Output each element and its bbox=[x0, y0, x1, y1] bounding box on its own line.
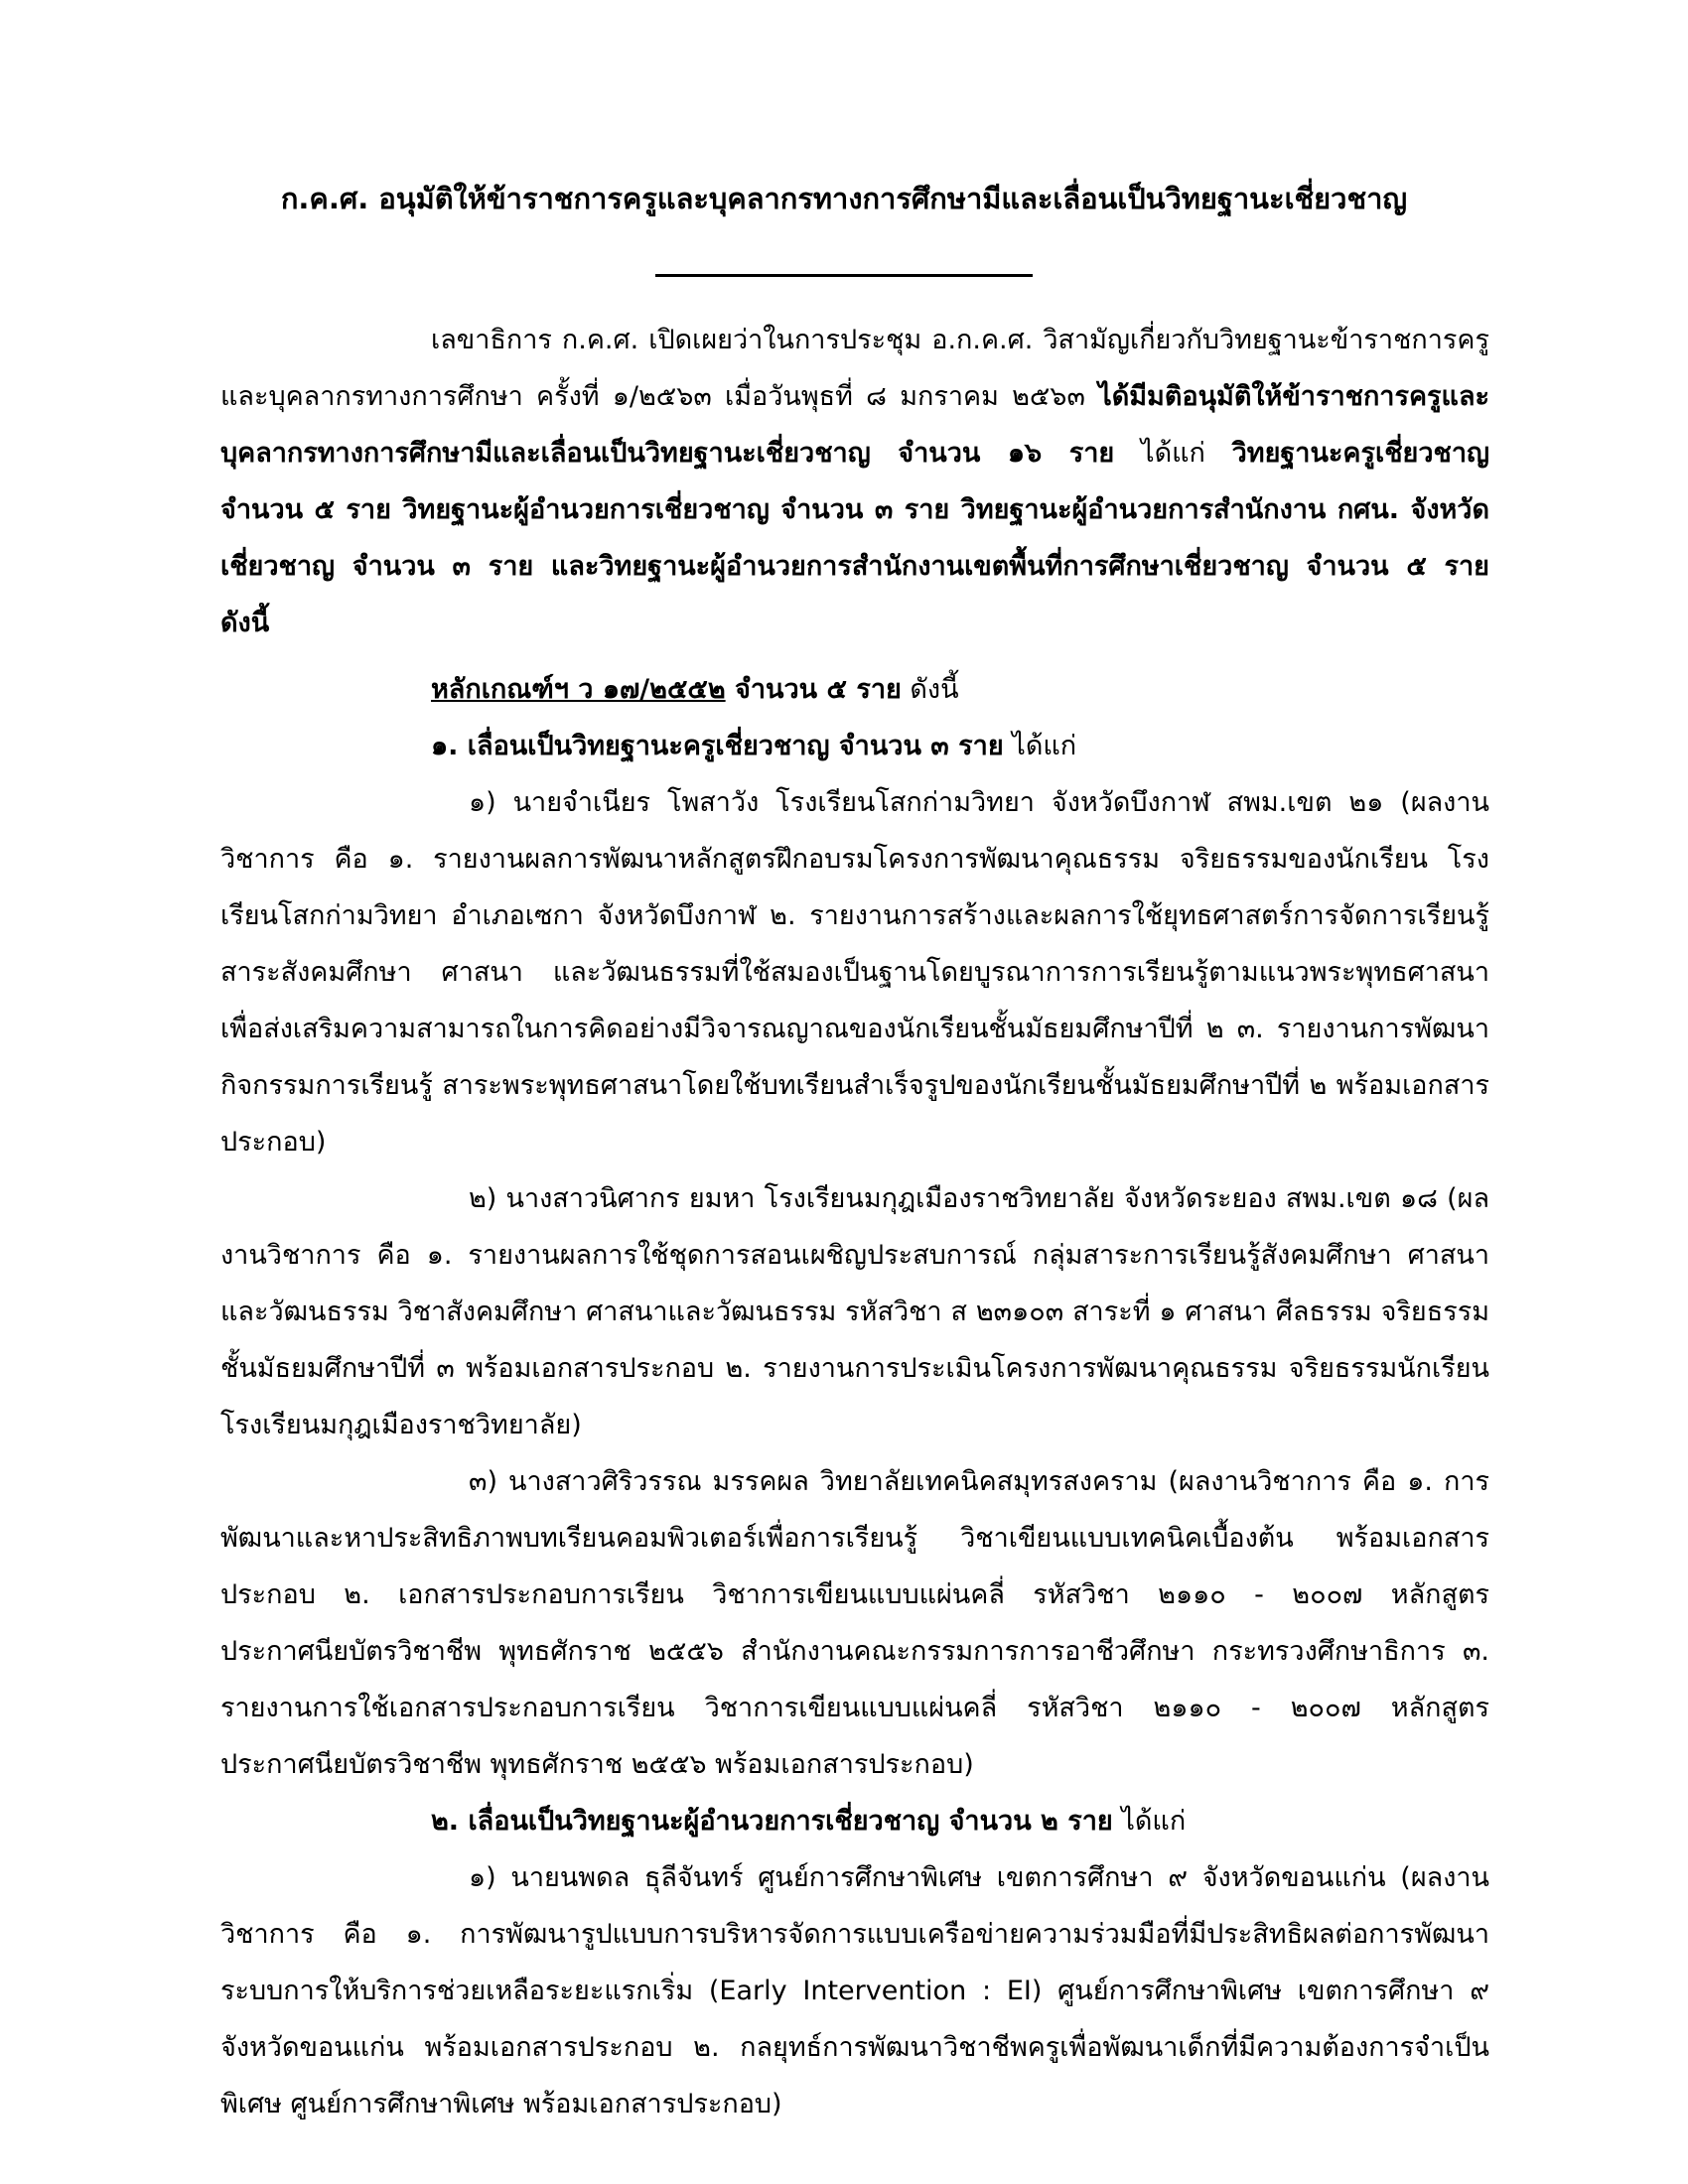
intro-paragraph bbox=[220, 312, 1489, 651]
section-2-title: ๒. เลื่อนเป็นวิทยฐานะผู้อำนวยการเชี่ยวชาญ จำนวน ๒ ราย bbox=[431, 1806, 1113, 1837]
section-2-item: ๑) นายนพดล ธุลีจันทร์ ศูนย์การศึกษาพิเศษ เขตการศึกษา ๙ จังหวัดขอนแก่น (ผลงานวิชาการ คือ ๑. การพัฒนารูปแบบการบริหารจัดการแบบเครือข่ายความร่วมมือที่มีประสิทธิผลต่อการพัฒนาระบบการให้บริการช่วยเหลือระยะแรกเริ่ม (Early Intervention : EI) ศูนย์การศึกษาพิเศษ เขตการศึกษา ๙ จังหวัดขอนแก่น พร้อมเอกสารประกอบ ๒. กลยุทธ์การพัฒนาวิชาชีพครูเพื่อพัฒนาเด็กที่มีความต้องการจำเป็นพิเศษ ศูนย์การศึกษาพิเศษ พร้อมเอกสารประกอบ) bbox=[220, 1862, 1489, 2119]
document-title: ก.ค.ศ. อนุมัติให้ข้าราชการครูและบุคลากรทางการศึกษามีและเลื่อนเป็นวิทยฐานะเชี่ยวชาญ bbox=[280, 182, 1408, 215]
criteria-suffix: ดังนี้ bbox=[901, 674, 959, 705]
intro-text-1: เลขาธิการ ก.ค.ศ. เปิดเผยว่าในการประชุม อ.ก.ค.ศ. วิสามัญเกี่ยวกับวิทยฐานะข้าราชการครูและบุคลากรทางการศึกษา ครั้งที่ ๑/๒๕๖๓ เมื่อวันพุธที่ ๘ มกราคม ๒๕๖๓ bbox=[220, 325, 1489, 412]
section-1-item: ๓) นางสาวศิริวรรณ มรรคผล วิทยาลัยเทคนิคสมุทรสงคราม (ผลงานวิชาการ คือ ๑. การพัฒนาและหาประสิทธิภาพบทเรียนคอมพิวเตอร์เพื่อการเรียนรู้ วิชาเขียนแบบเทคนิคเบื้องต้น พร้อมเอกสารประกอบ ๒. เอกสารประกอบการเรียน วิชาการเขียนแบบแผ่นคลี่ รหัสวิชา ๒๑๑๐ - ๒๐๐๗ หลักสูตรประกาศนียบัตรวิชาชีพ พุทธศักราช ๒๕๕๖ สำนักงานคณะกรรมการการอาชีวศึกษา กระทรวงศึกษาธิการ ๓. รายงานการใช้เอกสารประกอบการเรียน วิชาการเขียนแบบแผ่นคลี่ รหัสวิชา ๒๑๑๐ - ๒๐๐๗ หลักสูตรประกาศนียบัตรวิชาชีพ พุทธศักราช ๒๕๕๖ พร้อมเอกสารประกอบ) bbox=[220, 1466, 1489, 1780]
intro-breakdown: วิทยฐานะครูเชี่ยวชาญ จำนวน ๕ ราย วิทยฐานะผู้อำนวยการเชี่ยวชาญ จำนวน ๓ ราย วิทยฐานะผู้อำนวยการสำนักงาน กศน. จังหวัดเชี่ยวชาญ จำนวน ๓ ราย และวิทยฐานะผู้อำนวยการสำนักงานเขตพื้นที่การศึกษาเชี่ยวชาญ จำนวน ๕ ราย ดังนี้ bbox=[220, 438, 1489, 638]
section-1-suffix: ได้แก่ bbox=[1003, 731, 1077, 761]
document-body bbox=[220, 312, 1489, 2132]
section-1-title: ๑. เลื่อนเป็นวิทยฐานะครูเชี่ยวชาญ จำนวน ๓ ราย bbox=[431, 731, 1004, 761]
section-1-item: ๒) นางสาวนิศากร ยมหา โรงเรียนมกุฎเมืองราชวิทยาลัย จังหวัดระยอง สพม.เขต ๑๘ (ผลงานวิชาการ คือ ๑. รายงานผลการใช้ชุดการสอนเผชิญประสบการณ์ กลุ่มสาระการเรียนรู้สังคมศึกษา ศาสนา และวัฒนธรรม วิชาสังคมศึกษา ศาสนาและวัฒนธรรม รหัสวิชา ส ๒๓๑๐๓ สาระที่ ๑ ศาสนา ศีลธรรม จริยธรรม ชั้นมัธยมศึกษาปีที่ ๓ พร้อมเอกสารประกอบ ๒. รายงานการประเมินโครงการพัฒนาคุณธรรม จริยธรรมนักเรียน โรงเรียนมกุฎเมืองราชวิทยาลัย) bbox=[220, 1183, 1489, 1440]
section-2-suffix: ได้แก่ bbox=[1112, 1806, 1187, 1837]
intro-resolution: ได้มีมติอนุมัติให้ข้าราชการครูและบุคลากรทางการศึกษามีและเลื่อนเป็นวิทยฐานะเชี่ยวชาญ จำนวน ๑๖ ราย bbox=[220, 381, 1489, 469]
criteria-line bbox=[220, 661, 1489, 718]
section-2-heading bbox=[220, 1793, 1489, 1849]
criteria-reference: หลักเกณฑ์ฯ ว ๑๗/๒๕๕๒ bbox=[431, 674, 726, 705]
section-1-heading bbox=[220, 718, 1489, 774]
intro-text-2: ได้แก่ bbox=[1114, 438, 1232, 469]
title-divider bbox=[655, 274, 1033, 277]
criteria-count: จำนวน ๕ ราย bbox=[725, 674, 902, 705]
section-1-item: ๑) นายจำเนียร โพสาวัง โรงเรียนโสกก่ามวิทยา จังหวัดบึงกาฬ สพม.เขต ๒๑ (ผลงานวิชาการ คือ ๑. รายงานผลการพัฒนาหลักสูตรฝึกอบรมโครงการพัฒนาคุณธรรม จริยธรรมของนักเรียน โรงเรียนโสกก่ามวิทยา อำเภอเซกา จังหวัดบึงกาฬ ๒. รายงานการสร้างและผลการใช้ยุทธศาสตร์การจัดการเรียนรู้สาระสังคมศึกษา ศาสนา และวัฒนธรรมที่ใช้สมองเป็นฐานโดยบูรณาการการเรียนรู้ตามแนวพระพุทธศาสนา เพื่อส่งเสริมความสามารถในการคิดอย่างมีวิจารณญาณของนักเรียนชั้นมัธยมศึกษาปีที่ ๒ ๓. รายงานการพัฒนากิจกรรมการเรียนรู้ สาระพระพุทธศาสนาโดยใช้บทเรียนสำเร็จรูปของนักเรียนชั้นมัธยมศึกษาปีที่ ๒ พร้อมเอกสารประกอบ) bbox=[220, 787, 1489, 1158]
